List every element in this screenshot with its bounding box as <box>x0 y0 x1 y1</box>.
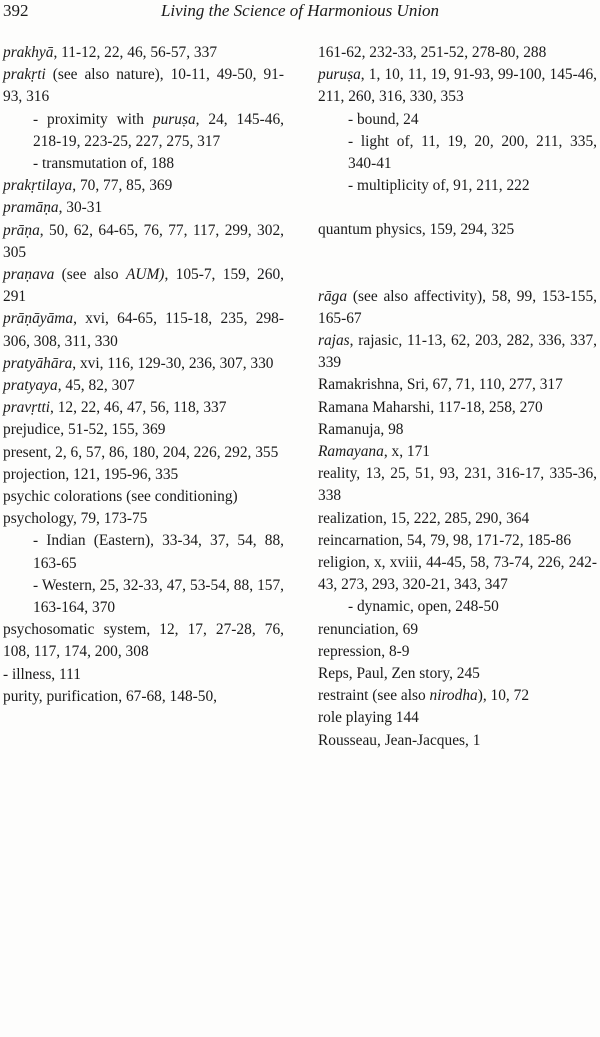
index-entry <box>318 330 597 374</box>
index-text: , 70, 77, 85, 369 <box>72 177 173 195</box>
index-text: psychosomatic system, 12, 17, 27-28, 76, 108, 117, 174, 200, 308 <box>3 621 284 661</box>
index-entry <box>318 641 597 663</box>
index-entry <box>3 220 284 264</box>
index-term-italic: prakṛti <box>3 66 46 84</box>
index-text: Ramakrishna, Sri, 67, 71, 110, 277, 317 <box>318 376 563 394</box>
index-entry <box>318 219 597 241</box>
spacer <box>318 264 597 286</box>
index-text: (see also <box>54 266 126 284</box>
index-term-italic: prakhyā <box>3 44 54 61</box>
index-term-italic: prāṇāyāma <box>3 310 74 328</box>
index-text: renunciation, 69 <box>318 620 419 638</box>
index-text: , 1, 10, 11, 19, 91-93, 99-100, 145-46, 211, 260, 316, 330, 353 <box>318 66 597 106</box>
index-text: , x, 171 <box>383 443 430 461</box>
index-term-italic: pratyaya <box>3 377 58 395</box>
index-column-left <box>3 42 284 708</box>
index-subentry <box>318 596 597 618</box>
index-term-italic: nirodha <box>429 687 478 705</box>
index-text: , 30-31 <box>58 199 103 217</box>
index-entry <box>318 397 597 419</box>
index-entry <box>318 530 597 552</box>
index-text: religion, x, xviii, 44-45, 58, 73-74, 226, 242-43, 273, 293, 320-21, 343, 347 <box>318 554 597 594</box>
index-term-italic: prāṇa <box>3 221 40 239</box>
index-text: , rajasic, 11-13, 62, 203, 282, 336, 337, 339 <box>318 332 597 372</box>
index-text: projection, 121, 195-96, 335 <box>3 465 179 483</box>
index-term-italic: pravṛtti <box>3 399 51 417</box>
index-entry <box>318 619 597 641</box>
index-text: reincarnation, 54, 79, 98, 171-72, 185-86 <box>318 531 572 549</box>
index-text: - transmutation of, 188 <box>33 155 175 173</box>
index-column-right <box>318 42 597 752</box>
index-text: Ramanuja, 98 <box>318 420 404 438</box>
index-text: , 45, 82, 307 <box>57 377 135 395</box>
index-subentry <box>318 131 597 175</box>
index-text: , 50, 62, 64-65, 76, 77, 117, 299, 302, 305 <box>3 221 284 261</box>
index-subentry <box>318 175 597 197</box>
index-term-italic: puruṣa <box>152 110 196 128</box>
index-text: - multiplicity of, 91, 211, 222 <box>348 177 530 195</box>
index-text: - light of, 11, 19, 20, 200, 211, 335, 340-41 <box>348 132 597 173</box>
index-entry <box>318 685 597 707</box>
index-entry <box>318 441 597 463</box>
spacer <box>318 242 597 264</box>
page-number: 392 <box>3 1 29 20</box>
index-text: Reps, Paul, Zen story, 245 <box>318 665 480 683</box>
index-entry <box>318 42 597 64</box>
index-text: ), 10, 72 <box>477 687 530 705</box>
index-entry <box>3 308 284 352</box>
index-entry <box>3 175 284 197</box>
index-entry <box>3 486 284 508</box>
index-text: , xvi, 116, 129-30, 236, 307, 330 <box>72 354 274 372</box>
index-subentry <box>3 109 284 153</box>
index-entry <box>3 419 284 441</box>
index-entry <box>3 353 284 375</box>
index-text: Rousseau, Jean-Jacques, 1 <box>318 731 481 749</box>
index-entry <box>3 686 284 708</box>
index-text: repression, 8-9 <box>318 642 410 660</box>
index-entry <box>318 463 597 507</box>
index-term-italic: rāga <box>318 287 348 305</box>
index-entry <box>318 419 597 441</box>
index-entry <box>3 442 284 464</box>
index-subentry <box>3 530 284 574</box>
index-subentry <box>3 153 284 175</box>
index-text: realization, 15, 222, 285, 290, 364 <box>318 509 530 527</box>
index-text: , 11-12, 22, 46, 56-57, 337 <box>53 44 218 61</box>
index-text: - bound, 24 <box>348 110 419 128</box>
index-entry <box>3 42 284 64</box>
index-entry <box>3 464 284 486</box>
index-subentry <box>3 575 284 619</box>
index-text: purity, purification, 67-68, 148-50, <box>3 687 218 705</box>
index-entry <box>3 664 284 686</box>
index-entry <box>318 374 597 396</box>
page-header <box>0 0 600 26</box>
index-term-italic: pramāṇa <box>3 199 59 217</box>
index-text: quantum physics, 159, 294, 325 <box>318 221 515 239</box>
index-entry <box>318 508 597 530</box>
index-text: present, 2, 6, 57, 86, 180, 204, 226, 292, 355 <box>3 443 279 461</box>
index-text: , 105-7, 159, 260, 291 <box>3 266 284 306</box>
index-term-italic: Ramayana <box>318 443 384 461</box>
index-entry <box>3 508 284 530</box>
index-text: , xvi, 64-65, 115-18, 235, 298-306, 308, 311, 330 <box>3 310 284 350</box>
index-text: reality, 13, 25, 51, 93, 231, 316-17, 335-36, 338 <box>318 465 597 505</box>
index-term-italic: praṇava <box>3 266 55 284</box>
index-text: (see also nature), 10-11, 49-50, 91-93, 316 <box>3 66 284 106</box>
index-entry <box>3 264 284 308</box>
index-term-italic: rajas <box>318 332 350 350</box>
index-text: - illness, 111 <box>3 665 81 683</box>
index-subentry <box>318 109 597 131</box>
index-entry <box>318 707 597 729</box>
index-text: role playing 144 <box>318 709 419 727</box>
index-entry <box>318 286 597 330</box>
index-text: psychic colorations (see conditioning) <box>3 488 238 506</box>
index-text: - Indian (Eastern), 33-34, 37, 54, 88, 163-65 <box>33 532 284 572</box>
index-entry <box>318 64 597 108</box>
index-term-italic: puruṣa <box>318 66 361 84</box>
index-entry <box>3 397 284 419</box>
index-text: - dynamic, open, 248-50 <box>348 598 499 616</box>
running-title: Living the Science of Harmonious Union <box>160 1 440 20</box>
index-term-italic: pratyāhāra <box>3 354 73 372</box>
index-entry <box>3 375 284 397</box>
index-text: - proximity with <box>33 110 153 128</box>
index-term-italic: prakṛtilaya <box>3 177 73 195</box>
index-entry <box>3 64 284 108</box>
index-text: Ramana Maharshi, 117-18, 258, 270 <box>318 398 543 416</box>
index-text: psychology, 79, 173-75 <box>3 510 148 528</box>
spacer <box>318 197 597 219</box>
index-text: - Western, 25, 32-33, 47, 53-54, 88, 157, 163-164, 370 <box>33 576 284 617</box>
index-text: (see also affectivity), 58, 99, 153-155, 165-67 <box>318 287 597 327</box>
index-term-italic: AUM) <box>125 266 165 284</box>
index-text: , 24, 145-46, 218-19, 223-25, 227, 275, 317 <box>33 110 284 150</box>
index-entry <box>318 663 597 685</box>
index-text: restraint (see also <box>318 687 430 705</box>
index-entry <box>3 619 284 663</box>
index-entry <box>318 730 597 752</box>
index-text: prejudice, 51-52, 155, 369 <box>3 421 166 439</box>
index-entry <box>318 552 597 596</box>
index-entry <box>3 197 284 219</box>
index-text: 161-62, 232-33, 251-52, 278-80, 288 <box>318 44 547 61</box>
index-text: , 12, 22, 46, 47, 56, 118, 337 <box>50 399 227 417</box>
